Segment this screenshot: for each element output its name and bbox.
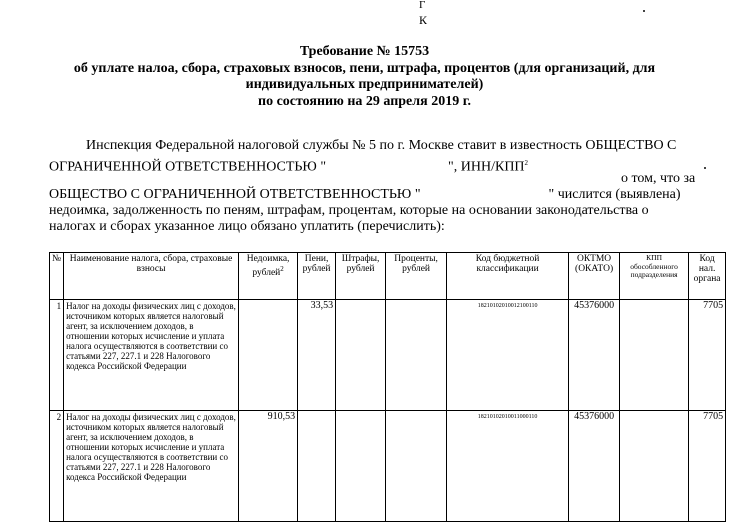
col-header-arrears <box>239 253 298 300</box>
inn-kpp-label: ", ИНН/КПП <box>448 159 525 175</box>
arrears-table <box>49 252 726 522</box>
row-tax-office-code: 7705 <box>689 300 726 411</box>
row-fines <box>336 300 386 411</box>
row-kpp <box>620 300 689 411</box>
title-subject-part2: а, сбора, страховых взносов, пени, штрафа, процентов (для организаций, для <box>167 60 656 76</box>
row-fines <box>336 411 386 522</box>
row-tax-office-code: 7705 <box>689 411 726 522</box>
row-interest <box>386 411 447 522</box>
title-number: Требование № 15753 <box>299 44 430 59</box>
document-title <box>0 44 729 110</box>
row-kpp <box>620 411 689 522</box>
intro-line-2 <box>49 155 528 176</box>
col-header-no: № <box>50 253 64 300</box>
col-header-fines: Штрафы, рублей <box>336 253 386 300</box>
row-arrears <box>239 300 298 411</box>
row-oktmo: 45376000 <box>569 300 620 411</box>
intro-line-3: о том, что за <box>621 171 696 186</box>
title-date: по состоянию на 29 апреля 2019 г. <box>258 93 471 109</box>
col-header-interest: Проценты, рублей <box>386 253 447 300</box>
table-row <box>50 411 726 522</box>
intro-line-1: Инспекция Федеральной налоговой службы № 5 по г. Москве ставит в известность ОБЩЕСТВО С <box>86 138 677 153</box>
col-header-oktmo: ОКТМО (ОКАТО) <box>569 253 620 300</box>
row-interest <box>386 300 447 411</box>
col-header-kpp: КПП обособленного подразделения <box>620 253 689 300</box>
title-subject-cont: индивидуальных предпринимателей) <box>245 77 484 92</box>
title-subject-part1: об уплате нало <box>73 60 168 76</box>
intro-line-6: налогах и сборах указанное лицо обязано уплатить (перечислить): <box>49 219 445 234</box>
col-header-arrears-label: Недоимка, рублей <box>246 254 290 279</box>
table-row <box>50 300 726 411</box>
col-header-code: Код нал. органа <box>689 253 726 300</box>
row-tax-name: Налог на доходы физических лиц с доходов, источником которых является налоговый агент, за исключением доходов, в отношении которых исчисление и уплата налога осуществляются в соответствии со статьями 227, 227.1 и 228 Налогового кодекса Российской Федерации <box>64 300 239 411</box>
row-kbk: 18210102010012100110 <box>447 300 569 411</box>
title-subject <box>0 61 729 78</box>
company-name-prefix-2: ОБЩЕСТВО С ОГРАНИЧЕННОЙ ОТВЕТСТВЕННОСТЬЮ " <box>49 187 421 202</box>
col-header-penalty: Пени, рублей <box>298 253 336 300</box>
row-no: 2 <box>50 411 64 522</box>
row-oktmo: 45376000 <box>569 411 620 522</box>
intro-line-4 <box>49 187 681 204</box>
row-no: 1 <box>50 300 64 411</box>
col-header-arrears-sup: 2 <box>280 265 284 273</box>
stray-dot <box>643 10 645 12</box>
row-penalty <box>298 411 336 522</box>
footnote-mark: 2 <box>524 159 529 167</box>
col-header-kbk: Код бюджетной классификации <box>447 253 569 300</box>
row-penalty: 33,53 <box>298 300 336 411</box>
stray-dot <box>704 167 706 169</box>
row-kbk: 18210102010011000110 <box>447 411 569 522</box>
top-mark: Г <box>419 0 426 11</box>
arrears-statement: " числится (выявлена) <box>548 187 681 202</box>
row-tax-name: Налог на доходы физических лиц с доходов, источником которых является налоговый агент, за исключением доходов, в отношении которых исчисление и уплата налога осуществляются в соответствии со статьями 227, 227.1 и 228 Налогового кодекса Российской Федерации <box>64 411 239 522</box>
row-arrears: 910,53 <box>239 411 298 522</box>
top-letter: К <box>419 13 428 27</box>
company-name-prefix: ОГРАНИЧЕННОЙ ОТВЕТСТВЕННОСТЬЮ " <box>49 159 327 175</box>
table-header-row <box>50 253 726 300</box>
col-header-name: Наименование налога, сбора, страховые взносы <box>64 253 239 300</box>
intro-line-5: недоимка, задолженность по пеням, штрафам, процентам, которые на основании законодательства о <box>49 203 649 218</box>
